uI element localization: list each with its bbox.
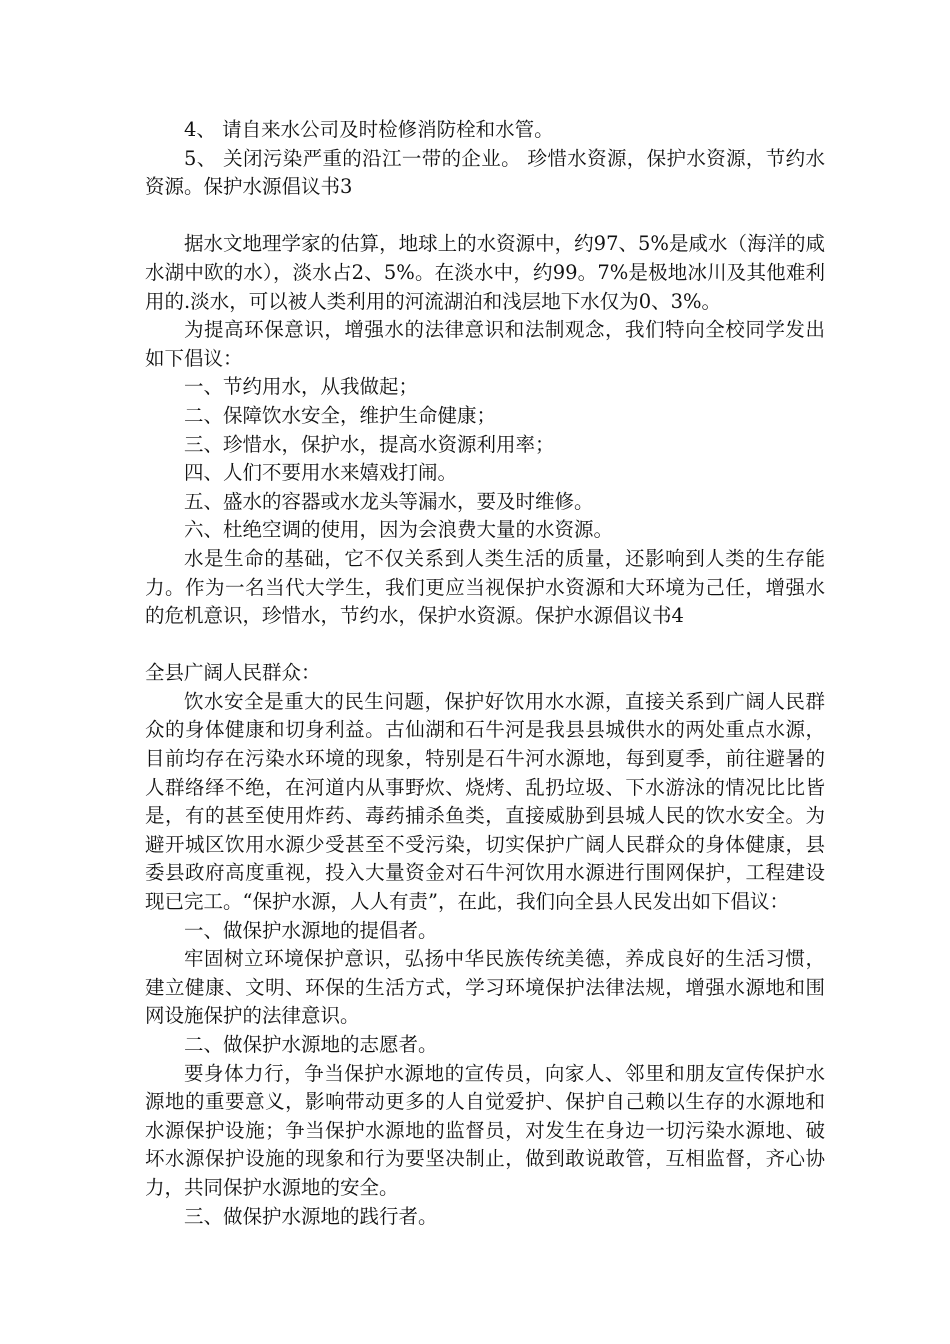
list-item-4: 四、人们不要用水来嬉戏打闹。	[184, 461, 458, 485]
section-heading-practitioner: 三、做保护水源地的践行者。	[184, 1204, 438, 1228]
list-item-1: 一、节约用水，从我做起；	[184, 375, 419, 399]
paragraph-item-5: 5、 关闭污染严重的沿江一带的企业。 珍惜水资源，保护水资源，节约水资源。保护水源倡议书3	[145, 146, 825, 199]
paragraph-water-statistics: 据水文地理学家的估算，地球上的水资源中，约97、5%是咸水（海洋的咸水湖中欧的水），淡水占2、5%。在淡水中，约99。7%是极地冰川及其他难利用的.淡水，可以被人类利用的河流湖泊和浅层地下水仅为0、3%。	[145, 232, 825, 313]
list-item-6: 六、杜绝空调的使用，因为会浪费大量的水资源。	[184, 518, 614, 542]
section-heading-volunteer: 二、做保护水源地的志愿者。	[184, 1033, 438, 1056]
paragraph-conclusion: 水是生命的基础，它不仅关系到人类生活的质量，还影响到人类的生存能力。作为一名当代大学生，我们更应当视保护水资源和大环境为己任，增强水的危机意识，珍惜水，节约水，保护水资源。保护水源倡议书4	[145, 546, 825, 628]
document-page	[145, 116, 825, 1231]
paragraph-initiative-intro: 为提高环保意识，增强水的法律意识和法制观念，我们特向全校同学发出如下倡议：	[145, 318, 825, 370]
paragraph-volunteer: 要身体力行，争当保护水源地的宣传员，向家人、邻里和朋友宣传保护水源地的重要意义，影响带动更多的人自觉爱护、保护自己赖以生存的水源地和水源保护设施；争当保护水源地的监督员，对发生在身边一切污染水源地、破坏水源保护设施的现象和行为要坚决制止，做到敢说敢管，互相监督，齐心协力，共同保护水源地的安全。	[145, 1061, 825, 1199]
salutation: 全县广阔人民群众：	[145, 661, 321, 685]
paragraph-drinking-water-safety: 饮水安全是重大的民生问题，保护好饮用水水源，直接关系到广阔人民群众的身体健康和切身利益。古仙湖和石牛河是我县县城供水的两处重点水源，目前均存在污染水环境的现象，特别是石牛河水源地，每到夏季，前往避暑的人群络绎不绝，在河道内从事野炊、烧烤、乱扔垃圾、下水游泳的情况比比皆是，有的甚至使用炸药、毒药捕杀鱼类，直接威胁到县城人民的饮水安全。为避开城区饮用水源少受甚至不受污染，切实保护广阔人民群众的身体健康，县委县政府高度重视，投入大量资金对石牛河饮用水源进行围网保护，工程建设现已完工。“保护水源，人人有责”，在此，我们向全县人民发出如下倡议：	[145, 689, 825, 914]
list-item-2: 二、保障饮水安全，维护生命健康；	[184, 403, 497, 427]
paragraph-item-4: 4、 请自来水公司及时检修消防栓和水管。	[184, 118, 554, 141]
paragraph-spacer	[145, 631, 825, 660]
paragraph-spacer	[145, 202, 825, 231]
paragraph-advocate: 牢固树立环境保护意识，弘扬中华民族传统美德，养成良好的生活习惯，建立健康、文明、环保的生活方式，学习环境保护法律法规，增强水源地和围网设施保护的法律意识。	[145, 947, 825, 1028]
list-item-3: 三、珍惜水，保护水，提高水资源利用率；	[184, 432, 555, 456]
section-heading-advocate: 一、做保护水源地的提倡者。	[184, 918, 438, 942]
list-item-5: 五、盛水的容器或水龙头等漏水，要及时维修。	[184, 489, 594, 513]
